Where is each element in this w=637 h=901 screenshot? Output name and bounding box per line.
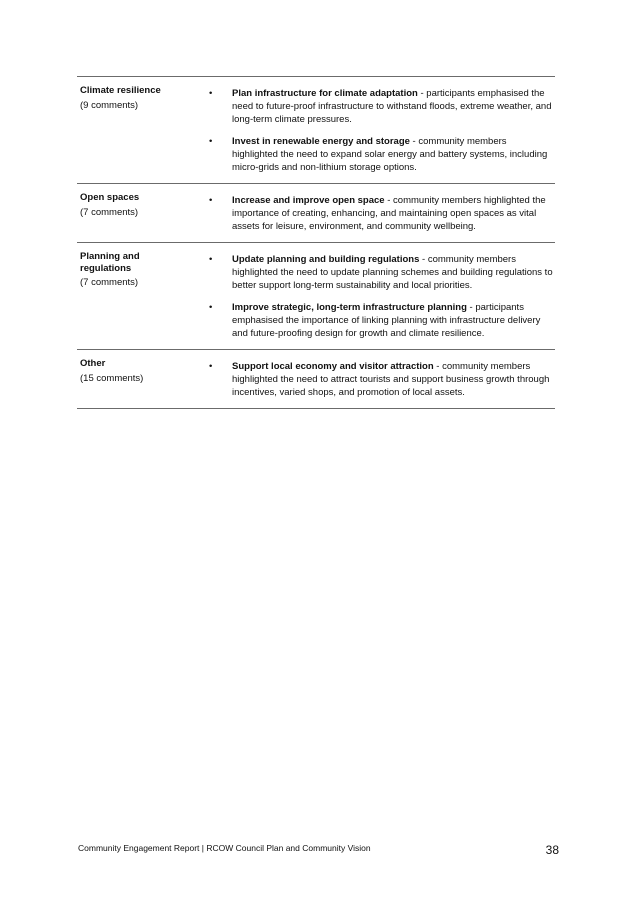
list-item [208, 360, 553, 399]
point-body: participants emphasised the importance of linking planning with infrastructure delivery and future-proofing design for growth and climate resilience. [232, 302, 541, 339]
point-title: Support local economy and visitor attraction [232, 361, 434, 372]
point-text [232, 301, 553, 340]
point-text [232, 360, 553, 399]
theme-count: (15 comments) [80, 372, 144, 384]
theme-cell [77, 192, 208, 233]
points-cell [208, 192, 555, 233]
point-separator: - [409, 136, 419, 147]
point-title: Update planning and building regulations [232, 254, 420, 265]
point-separator: - [417, 88, 427, 99]
bullet-icon: • [209, 254, 213, 265]
bullet-icon: • [209, 195, 213, 206]
point-title: Invest in renewable energy and storage [232, 136, 410, 147]
point-title: Increase and improve open space [232, 195, 385, 206]
point-body: community members highlighted the need to expand solar energy and battery systems, including micro-grids and non-lithium storage options. [232, 136, 548, 173]
point-text [232, 253, 553, 292]
theme-count: (9 comments) [80, 99, 139, 111]
bullet-icon: • [209, 136, 213, 147]
theme-title: Planning and regulations [80, 251, 140, 274]
point-body: community members highlighted the need to attract tourists and support business growth through incentives, varied shops, and promotion of local assets. [232, 361, 550, 398]
table-row [77, 184, 555, 243]
list-item [208, 135, 553, 174]
list-item [208, 301, 553, 340]
point-text [232, 135, 553, 174]
points-cell [208, 251, 555, 340]
table-row [77, 350, 555, 409]
themes-table [77, 76, 555, 409]
theme-cell [77, 85, 208, 174]
list-item [208, 87, 553, 126]
list-item [208, 253, 553, 292]
point-text [232, 194, 553, 233]
theme-cell [77, 251, 208, 340]
table-row [77, 243, 555, 350]
points-cell [208, 85, 555, 174]
point-separator: - [419, 254, 428, 265]
point-separator: - [466, 302, 476, 313]
theme-title: Open spaces [80, 192, 140, 203]
point-body: community members highlighted the importance of creating, enhancing, and maintaining open spaces as vital assets for leisure, environment, and community wellbeing. [232, 195, 546, 232]
theme-count: (7 comments) [80, 206, 139, 218]
bullet-icon: • [209, 302, 213, 313]
point-body: community members highlighted the need to update planning schemes and building regulations to better support long-term sustainability and local priorities. [232, 254, 553, 291]
theme-title: Climate resilience [80, 85, 161, 96]
point-title: Improve strategic, long-term infrastructure planning [232, 302, 467, 313]
theme-count: (7 comments) [80, 277, 139, 288]
bullet-icon: • [209, 88, 213, 99]
point-body: participants emphasised the need to future-proof infrastructure to withstand floods, extreme weather, and long-term climate pressures. [232, 88, 552, 125]
table-row [77, 77, 555, 184]
page-number: 38 [545, 843, 559, 857]
bullet-icon: • [209, 361, 213, 372]
point-separator: - [384, 195, 394, 206]
footer-text: Community Engagement Report | RCOW Council Plan and Community Vision [78, 843, 371, 853]
points-cell [208, 358, 555, 399]
theme-cell [77, 358, 208, 399]
list-item [208, 194, 553, 233]
point-title: Plan infrastructure for climate adaptation [232, 88, 418, 99]
theme-title: Other [80, 358, 106, 369]
point-separator: - [433, 361, 443, 372]
point-text [232, 87, 553, 126]
